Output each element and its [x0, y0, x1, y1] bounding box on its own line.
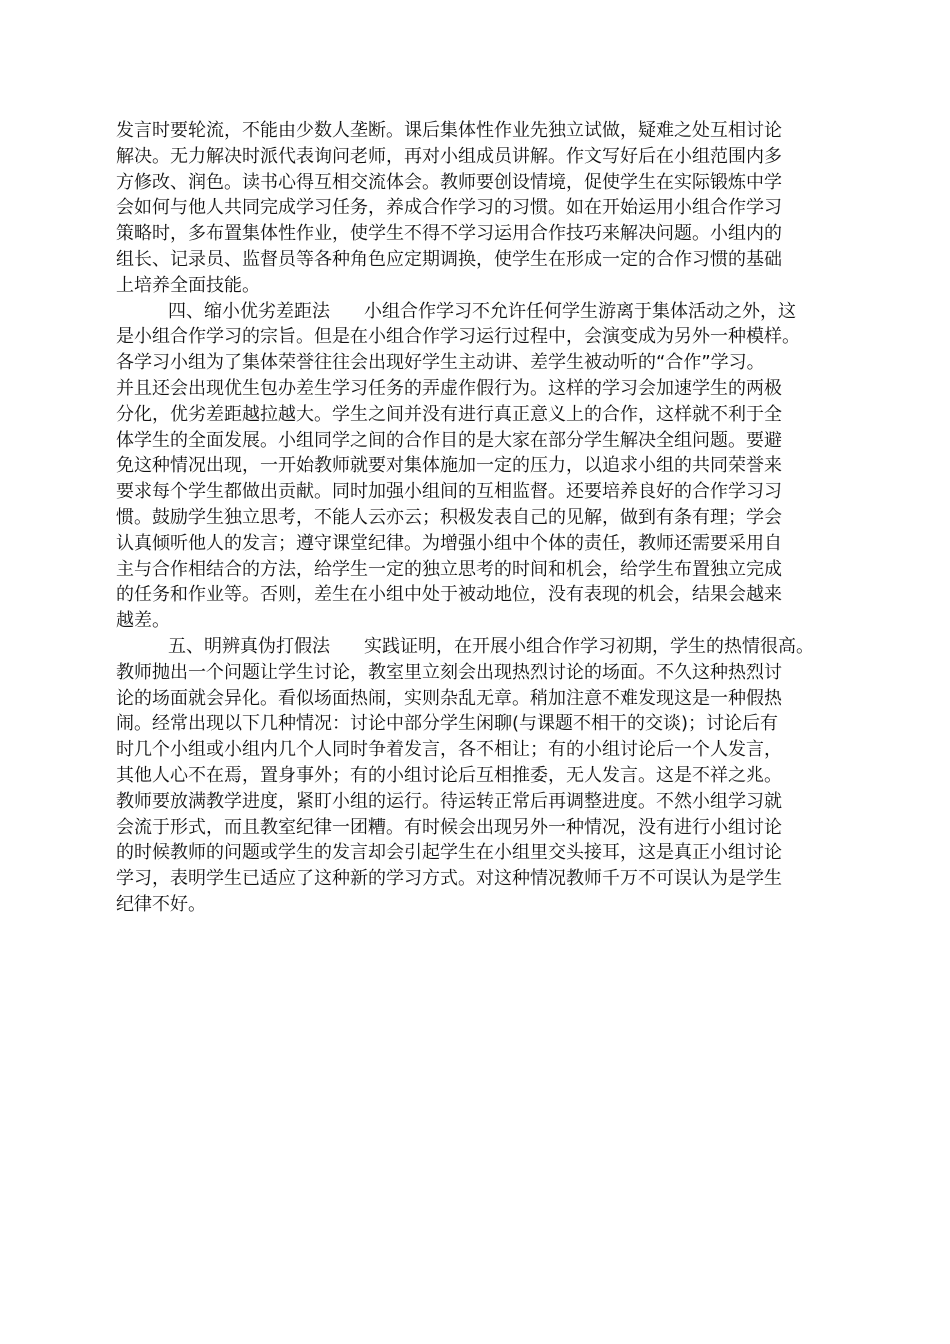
paragraph-section-five [116, 634, 838, 918]
text-line: 认真倾听他人的发言；遵守课堂纪律。为增强小组中个体的责任，教师还需要采用自 [116, 532, 782, 554]
text-line: 学习，表明学生已适应了这种新的学习方式。对这种情况教师千万不可误认为是学生 [116, 868, 782, 890]
text-line: 越差。 [116, 610, 170, 632]
text-line: 体学生的全面发展。小组同学之间的合作目的是大家在部分学生解决全组问题。要避 [116, 429, 782, 451]
text-line: 策略时，多布置集体性作业，使学生不得不学习运用合作技巧来解决问题。小组内的 [116, 223, 782, 245]
text-line: 分化，优劣差距越拉越大。学生之间并没有进行真正意义上的合作，这样就不利于全 [116, 403, 782, 425]
text-line: 教师要放满教学进度，紧盯小组的运行。待运转正常后再调整进度。不然小组学习就 [116, 790, 782, 812]
text-line: 其他人心不在焉，置身事外；有的小组讨论后互相推委，无人发言。这是不祥之兆。 [116, 764, 782, 786]
text-line: 上培养全面技能。 [116, 274, 260, 296]
text-line-first [116, 299, 838, 325]
text-line: 论的场面就会异化。看似场面热闹，实则杂乱无章。稍加注意不难发现这是一种假热 [116, 687, 782, 709]
text-line: 的任务和作业等。否则，差生在小组中处于被动地位，没有表现的机会，结果会越来 [116, 584, 782, 606]
text-run: 小组合作学习不允许任何学生游离于集体活动之外，这 [364, 300, 796, 322]
text-line: 方修改、润色。读书心得互相交流体会。教师要创设情境，促使学生在实际锻炼中学 [116, 171, 782, 193]
text-line-first [116, 634, 838, 660]
text-line: 发言时要轮流，不能由少数人垄断。课后集体性作业先独立试做，疑难之处互相讨论 [116, 120, 782, 141]
text-line: 主与合作相结合的方法，给学生一定的独立思考的时间和机会，给学生布置独立完成 [116, 558, 782, 580]
document-body [116, 118, 838, 918]
text-run: 实践证明，在开展小组合作学习初期，学生的热情很高。 [364, 635, 814, 657]
section-heading: 五、明辨真伪打假法 [168, 635, 330, 657]
text-line: 纪律不好。 [116, 893, 206, 915]
text-line: 免这种情况出现，一开始教师就要对集体施加一定的压力，以追求小组的共同荣誉来 [116, 455, 782, 477]
text-line: 会如何与他人共同完成学习任务，养成合作学习的习惯。如在开始运用小组合作学习 [116, 197, 782, 219]
text-line: 教师抛出一个问题让学生讨论，教室里立刻会出现热烈讨论的场面。不久这种热烈讨 [116, 661, 782, 683]
text-line: 解决。无力解决时派代表询问老师，再对小组成员讲解。作文写好后在小组范围内多 [116, 145, 782, 167]
text-line: 会流于形式，而且教室纪律一团糟。有时候会出现另外一种情况，没有进行小组讨论 [116, 816, 782, 838]
section-heading: 四、缩小优劣差距法 [168, 300, 330, 322]
text-line: 要求每个学生都做出贡献。同时加强小组间的互相监督。还要培养良好的合作学习习 [116, 481, 782, 503]
text-line: 并且还会出现优生包办差生学习任务的弄虚作假行为。这样的学习会加速学生的两极 [116, 377, 782, 399]
paragraph-continuation [116, 118, 838, 299]
text-line: 是小组合作学习的宗旨。但是在小组合作学习运行过程中，会演变成为另外一种模样。 [116, 326, 800, 348]
text-line: 组长、记录员、监督员等各种角色应定期调换，使学生在形成一定的合作习惯的基础 [116, 248, 782, 270]
text-line: 时几个小组或小组内几个人同时争着发言，各不相让；有的小组讨论后一个人发言， [116, 739, 782, 761]
paragraph-section-four [116, 299, 838, 634]
text-line: 惯。鼓励学生独立思考，不能人云亦云；积极发表自己的见解，做到有条有理；学会 [116, 506, 782, 528]
text-line: 的时候教师的问题或学生的发言却会引起学生在小组里交头接耳，这是真正小组讨论 [116, 842, 782, 864]
text-line: 各学习小组为了集体荣誉往往会出现好学生主动讲、差学生被动听的“合作”学习。 [116, 352, 765, 374]
text-line: 闹。经常出现以下几种情况：讨论中部分学生闲聊(与课题不相干的交谈)；讨论后有 [116, 713, 779, 735]
